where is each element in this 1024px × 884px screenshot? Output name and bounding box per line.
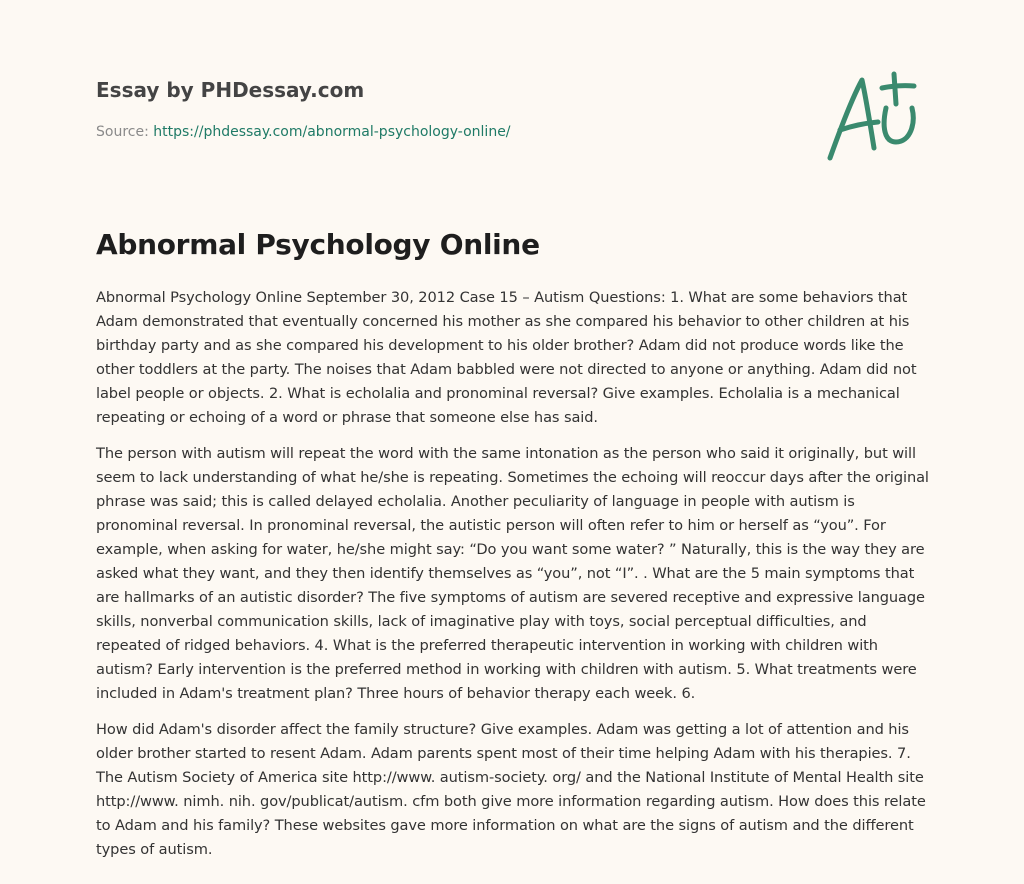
source-link[interactable]: https://phdessay.com/abnormal-psychology-online/ — [153, 124, 511, 140]
source-line — [96, 122, 796, 142]
a-plus-grade-icon — [822, 68, 926, 164]
brand-name: Essay by PHDessay.com — [96, 78, 365, 102]
essay-paragraph: The person with autism will repeat the word with the same intonation as the person who said it originally, but will seem to lack understanding of what he/she is repeating. Sometimes the echoing will reoccur days after the original phrase was said; this is called delayed echolalia. Another peculiarity of language in people with autism is pronominal reversal. In pronominal reversal, the autistic person will often refer to him or herself as “you”. For example, when asking for water, he/she might say: “Do you want some water? ” Naturally, this is the way they are asked what they want, and they then identify themselves as “you”, not “I”. . What are the 5 main symptoms that are hallmarks of an autistic disorder? The five symptoms of autism are severed receptive and expressive language skills, nonverbal communication skills, lack of imaginative play with toys, social perceptual difficulties, and repeated of ridged behaviors. 4. What is the preferred therapeutic intervention in working with children with autism? Early intervention is the preferred method in working with children with autism. 5. What treatments were included in Adam's treatment plan? Three hours of behavior therapy each week. 6. — [96, 445, 929, 702]
essay-body — [96, 286, 936, 874]
essay-paragraph: Abnormal Psychology Online September 30, 2012 Case 15 – Autism Questions: 1. What are some behaviors that Adam demonstrated that eventually concerned his mother as she compared his behavior to other children at his birthday party and as she compared his development to his older brother? Adam did not produce words like the other toddlers at the party. The noises that Adam babbled were not directed to anyone or anything. Adam did not label people or objects. 2. What is echolalia and pronominal reversal? Give examples. Echolalia is a mechanical repeating or echoing of a word or phrase that someone else has said. — [96, 289, 917, 426]
essay-paragraph: How did Adam's disorder affect the family structure? Give examples. Adam was getting a lot of attention and his older brother started to resent Adam. Adam parents spent most of their time helping Adam with his therapies. 7. The Autism Society of America site http://www. autism-society. org/ and the National Institute of Mental Health site http://www. nimh. nih. gov/publicat/autism. cfm both give more information regarding autism. How does this relate to Adam and his family? These websites gave more information on what are the signs of autism and the different types of autism. — [96, 721, 926, 858]
site-header — [96, 76, 796, 142]
essay-title: Abnormal Psychology Online — [96, 228, 540, 261]
source-label: Source: — [96, 124, 154, 140]
